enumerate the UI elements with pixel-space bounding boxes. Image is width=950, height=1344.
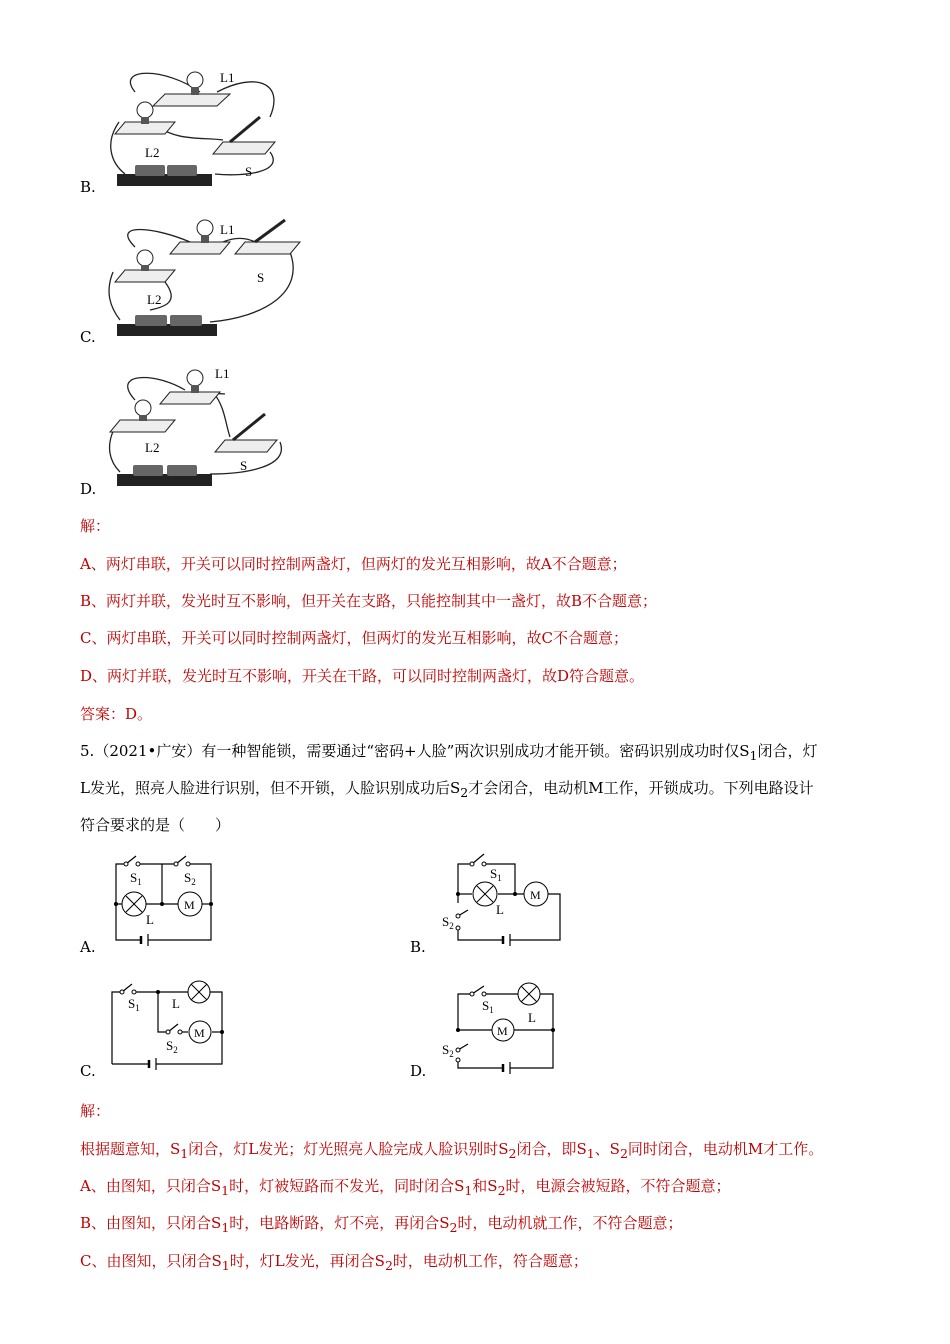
svg-text:S2: $S_2$ [442, 914, 454, 931]
svg-text:M: M [194, 1026, 205, 1040]
solution5-intro: 根据题意知，$S_1$闭合，灯L发光；灯光照亮人脸完成人脸识别时$S_2$闭合，即$S_1$、$S_2$同时闭合，电动机M才工作。 [80, 1140, 824, 1161]
svg-text:L: L [172, 996, 180, 1011]
wiring-diagram-b [105, 62, 295, 192]
solution4-label: 解： [80, 517, 111, 535]
figure-c [105, 212, 305, 342]
svg-text:S2: $S_2$ [184, 870, 196, 887]
circuit-diagram-d [438, 980, 563, 1075]
circuit-c-option: C. [80, 1062, 96, 1080]
label-s-c: S [257, 270, 265, 285]
solution5-label: 解： [80, 1102, 111, 1120]
label-l2-c: L2 [147, 292, 162, 307]
solution4-answer: 答案：D。 [80, 705, 153, 723]
svg-text:L: L [146, 912, 154, 927]
solution4-line-a: A、两灯串联，开关可以同时控制两盏灯，但两灯的发光互相影响，故A不合题意； [80, 555, 627, 573]
question5-line1: 5.（2021•广安）有一种智能锁，需要通过“密码+人脸”两次识别成功才能开锁。密码识别成功时仅$S_1$闭合，灯 [80, 742, 818, 763]
label-l1-d: L1 [215, 366, 230, 381]
svg-text:L: L [496, 902, 504, 917]
svg-text:L: L [528, 1010, 536, 1025]
svg-text:S1: $S_1$ [128, 996, 140, 1013]
circuit-diagram-c [108, 978, 228, 1070]
svg-text:S1: $S_1$ [482, 998, 494, 1015]
svg-text:S2: $S_2$ [166, 1038, 178, 1055]
svg-text:S1: $S_1$ [490, 866, 502, 883]
svg-text:M: M [184, 898, 195, 912]
circuit-b [440, 848, 565, 952]
svg-text:M: M [497, 1024, 508, 1038]
option-b-label: B. [80, 178, 96, 196]
circuit-c [108, 978, 228, 1074]
question5-line3: 符合要求的是（ ） [80, 816, 231, 834]
label-l1-c: L1 [220, 222, 235, 237]
circuit-a [108, 852, 223, 951]
solution5-line-c: C、由图知，只闭合$S_1$时，灯L发光，再闭合$S_2$时，电动机工作，符合题意； [80, 1252, 588, 1273]
question5-line2: L发光，照亮人脸进行识别，但不开锁，人脸识别成功后$S_2$才会闭合，电动机M工作，开锁成功。下列电路设计 [80, 779, 814, 800]
question5-source: （2021•广安） [94, 742, 202, 760]
figure-d [105, 362, 295, 492]
circuit-diagram-a [108, 852, 223, 947]
solution5-line-a: A、由图知，只闭合$S_1$时，灯被短路而不发光，同时闭合$S_1$和$S_2$时，电源会被短路，不符合题意； [80, 1177, 731, 1198]
svg-text:S1: $S_1$ [130, 870, 142, 887]
label-s-b: S [245, 164, 253, 179]
svg-text:S2: $S_2$ [442, 1042, 454, 1059]
circuit-d [438, 980, 563, 1079]
question5-number: 5. [80, 742, 95, 760]
circuit-d-option: D. [410, 1062, 427, 1080]
option-d-label: D. [80, 480, 97, 498]
label-l2-b: L2 [145, 145, 160, 160]
solution4-line-b: B、两灯并联，发光时互不影响，但开关在支路，只能控制其中一盏灯，故B不合题意； [80, 592, 658, 610]
wiring-diagram-d [105, 362, 295, 492]
solution4-line-c: C、两灯串联，开关可以同时控制两盏灯，但两灯的发光互相影响，故C不合题意； [80, 629, 628, 647]
label-s-d: S [240, 458, 248, 473]
wiring-diagram-c [105, 212, 305, 342]
solution5-line-b: B、由图知，只闭合$S_1$时，电路断路，灯不亮，再闭合$S_2$时，电动机就工作，不符合题意； [80, 1214, 683, 1235]
svg-text:M: M [530, 888, 541, 902]
figure-b [105, 62, 295, 192]
circuit-a-option: A. [80, 938, 96, 956]
circuit-diagram-b [440, 848, 565, 948]
label-l1-b: L1 [220, 70, 235, 85]
circuit-b-option: B. [410, 938, 426, 956]
option-c-label: C. [80, 328, 96, 346]
solution4-line-d: D、两灯并联，发光时互不影响，开关在干路，可以同时控制两盏灯，故D符合题意。 [80, 667, 645, 685]
label-l2-d: L2 [145, 440, 160, 455]
